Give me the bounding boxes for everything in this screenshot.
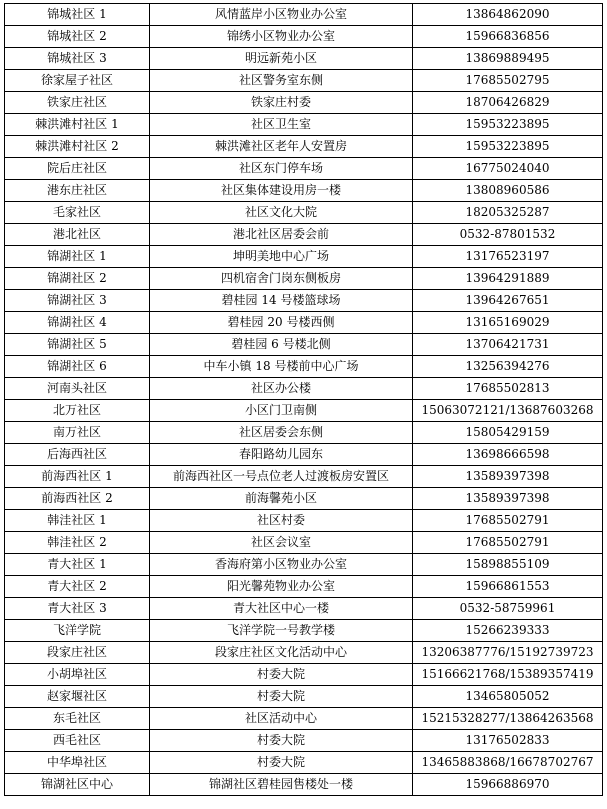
location-cell: 港北社区居委会前	[150, 224, 413, 246]
location-cell: 社区东门停车场	[150, 158, 413, 180]
location-cell: 坤明美地中心广场	[150, 246, 413, 268]
location-cell: 社区集体建设用房一楼	[150, 180, 413, 202]
phone-cell: 13864862090	[413, 4, 603, 26]
table-row	[5, 642, 603, 664]
table-row	[5, 444, 603, 466]
table-body	[5, 4, 603, 796]
phone-cell: 15166621768/15389357419	[413, 664, 603, 686]
table-row	[5, 752, 603, 774]
table-row	[5, 356, 603, 378]
phone-cell: 18205325287	[413, 202, 603, 224]
location-cell: 锦绣小区物业办公室	[150, 26, 413, 48]
location-cell: 前海西社区一号点位老人过渡板房安置区	[150, 466, 413, 488]
phone-cell: 15966861553	[413, 576, 603, 598]
community-cell: 青大社区 1	[5, 554, 150, 576]
location-cell: 风情蓝岸小区物业办公室	[150, 4, 413, 26]
phone-cell: 13206387776/15192739723	[413, 642, 603, 664]
location-cell: 段家庄社区文化活动中心	[150, 642, 413, 664]
community-cell: 河南头社区	[5, 378, 150, 400]
table-row	[5, 774, 603, 796]
location-cell: 村委大院	[150, 664, 413, 686]
table-row	[5, 92, 603, 114]
phone-cell: 0532-87801532	[413, 224, 603, 246]
community-cell: 锦城社区 1	[5, 4, 150, 26]
location-cell: 前海馨苑小区	[150, 488, 413, 510]
community-cell: 锦湖社区 1	[5, 246, 150, 268]
table-row	[5, 598, 603, 620]
location-cell: 小区门卫南侧	[150, 400, 413, 422]
community-cell: 锦湖社区 4	[5, 312, 150, 334]
phone-cell: 17685502791	[413, 532, 603, 554]
phone-cell: 15805429159	[413, 422, 603, 444]
community-cell: 棘洪滩村社区 1	[5, 114, 150, 136]
table-row	[5, 422, 603, 444]
location-cell: 社区会议室	[150, 532, 413, 554]
table-row	[5, 664, 603, 686]
location-cell: 明远新苑小区	[150, 48, 413, 70]
table-row	[5, 532, 603, 554]
phone-cell: 13698666598	[413, 444, 603, 466]
location-cell: 春阳路幼儿园东	[150, 444, 413, 466]
phone-cell: 13589397398	[413, 466, 603, 488]
community-cell: 徐家屋子社区	[5, 70, 150, 92]
table-row	[5, 48, 603, 70]
phone-cell: 0532-58759961	[413, 598, 603, 620]
community-cell: 锦湖社区 6	[5, 356, 150, 378]
community-cell: 韩洼社区 2	[5, 532, 150, 554]
location-cell: 社区村委	[150, 510, 413, 532]
location-cell: 香海府第小区物业办公室	[150, 554, 413, 576]
table-row	[5, 620, 603, 642]
phone-cell: 13964267651	[413, 290, 603, 312]
table-row	[5, 510, 603, 532]
community-cell: 南万社区	[5, 422, 150, 444]
table-row	[5, 312, 603, 334]
community-cell: 棘洪滩村社区 2	[5, 136, 150, 158]
community-cell: 赵家堰社区	[5, 686, 150, 708]
table-row	[5, 466, 603, 488]
community-cell: 铁家庄社区	[5, 92, 150, 114]
location-cell: 碧桂园 14 号楼篮球场	[150, 290, 413, 312]
location-cell: 社区办公楼	[150, 378, 413, 400]
table-row	[5, 224, 603, 246]
community-cell: 后海西社区	[5, 444, 150, 466]
community-cell: 飞洋学院	[5, 620, 150, 642]
phone-cell: 15898855109	[413, 554, 603, 576]
location-cell: 四机宿舍门岗东侧板房	[150, 268, 413, 290]
location-cell: 中车小镇 18 号楼前中心广场	[150, 356, 413, 378]
phone-cell: 13465883868/16678702767	[413, 752, 603, 774]
table-row	[5, 202, 603, 224]
table-row	[5, 378, 603, 400]
table-row	[5, 488, 603, 510]
community-cell: 东毛社区	[5, 708, 150, 730]
community-cell: 小胡埠社区	[5, 664, 150, 686]
table-row	[5, 708, 603, 730]
community-cell: 锦湖社区 5	[5, 334, 150, 356]
community-cell: 锦城社区 3	[5, 48, 150, 70]
phone-cell: 13808960586	[413, 180, 603, 202]
phone-cell: 15266239333	[413, 620, 603, 642]
table-row	[5, 576, 603, 598]
phone-cell: 13589397398	[413, 488, 603, 510]
community-cell: 锦湖社区 2	[5, 268, 150, 290]
phone-cell: 15215328277/13864263568	[413, 708, 603, 730]
location-cell: 铁家庄村委	[150, 92, 413, 114]
location-cell: 碧桂园 20 号楼西侧	[150, 312, 413, 334]
phone-cell: 18706426829	[413, 92, 603, 114]
location-cell: 社区警务室东侧	[150, 70, 413, 92]
location-cell: 棘洪滩社区老年人安置房	[150, 136, 413, 158]
phone-cell: 17685502813	[413, 378, 603, 400]
table-row	[5, 246, 603, 268]
location-cell: 社区卫生室	[150, 114, 413, 136]
location-cell: 村委大院	[150, 752, 413, 774]
community-cell: 港东庄社区	[5, 180, 150, 202]
phone-cell: 13706421731	[413, 334, 603, 356]
community-cell: 段家庄社区	[5, 642, 150, 664]
community-cell: 锦城社区 2	[5, 26, 150, 48]
phone-cell: 13256394276	[413, 356, 603, 378]
phone-cell: 13176523197	[413, 246, 603, 268]
table-row	[5, 26, 603, 48]
table-row	[5, 268, 603, 290]
community-cell: 院后庄社区	[5, 158, 150, 180]
community-cell: 锦湖社区中心	[5, 774, 150, 796]
location-cell: 村委大院	[150, 730, 413, 752]
phone-cell: 16775024040	[413, 158, 603, 180]
location-cell: 社区居委会东侧	[150, 422, 413, 444]
location-cell: 社区文化大院	[150, 202, 413, 224]
table-row	[5, 114, 603, 136]
phone-cell: 13176502833	[413, 730, 603, 752]
table-row	[5, 158, 603, 180]
community-cell: 港北社区	[5, 224, 150, 246]
testing-sites-table	[4, 3, 603, 796]
phone-cell: 15063072121/13687603268	[413, 400, 603, 422]
phone-cell: 17685502795	[413, 70, 603, 92]
phone-cell: 15966836856	[413, 26, 603, 48]
location-cell: 村委大院	[150, 686, 413, 708]
table-row	[5, 290, 603, 312]
table-row	[5, 554, 603, 576]
location-cell: 锦湖社区碧桂园售楼处一楼	[150, 774, 413, 796]
phone-cell: 15953223895	[413, 114, 603, 136]
table-row	[5, 334, 603, 356]
community-cell: 毛家社区	[5, 202, 150, 224]
phone-cell: 13165169029	[413, 312, 603, 334]
location-cell: 社区活动中心	[150, 708, 413, 730]
location-cell: 飞洋学院一号教学楼	[150, 620, 413, 642]
community-cell: 青大社区 2	[5, 576, 150, 598]
community-cell: 前海西社区 2	[5, 488, 150, 510]
table-row	[5, 730, 603, 752]
table-row	[5, 400, 603, 422]
community-cell: 前海西社区 1	[5, 466, 150, 488]
table-row	[5, 180, 603, 202]
table-row	[5, 4, 603, 26]
location-cell: 碧桂园 6 号楼北侧	[150, 334, 413, 356]
table-row	[5, 70, 603, 92]
community-cell: 青大社区 3	[5, 598, 150, 620]
community-cell: 北万社区	[5, 400, 150, 422]
community-cell: 锦湖社区 3	[5, 290, 150, 312]
location-cell: 青大社区中心一楼	[150, 598, 413, 620]
community-cell: 中华埠社区	[5, 752, 150, 774]
location-cell: 阳光馨苑物业办公室	[150, 576, 413, 598]
community-cell: 西毛社区	[5, 730, 150, 752]
phone-cell: 13465805052	[413, 686, 603, 708]
phone-cell: 13869889495	[413, 48, 603, 70]
table-row	[5, 686, 603, 708]
community-cell: 韩洼社区 1	[5, 510, 150, 532]
phone-cell: 13964291889	[413, 268, 603, 290]
phone-cell: 15953223895	[413, 136, 603, 158]
table-row	[5, 136, 603, 158]
phone-cell: 17685502791	[413, 510, 603, 532]
phone-cell: 15966886970	[413, 774, 603, 796]
